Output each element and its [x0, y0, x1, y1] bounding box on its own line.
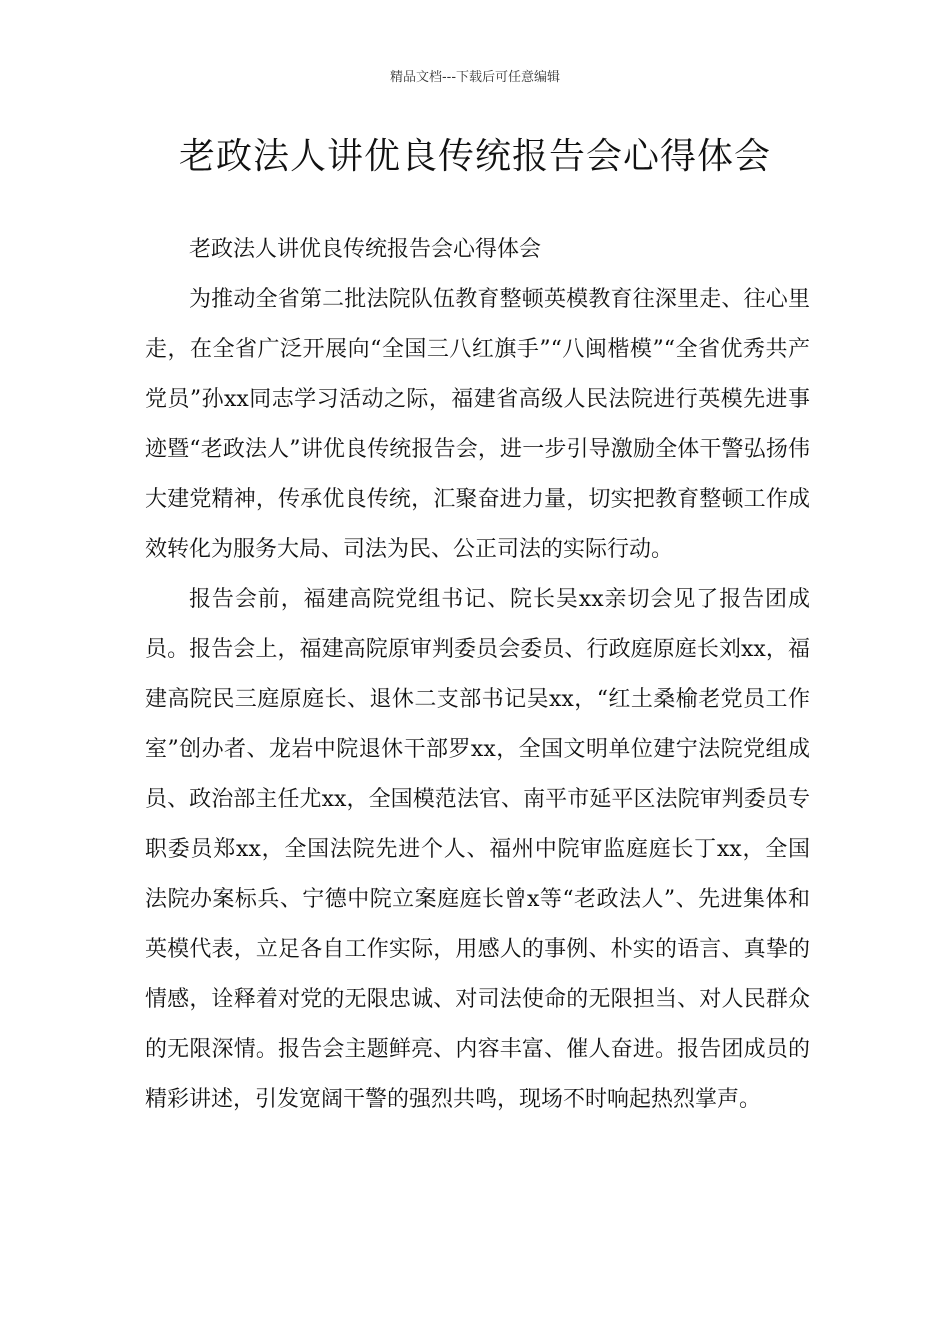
paragraph-1: 为推动全省第二批法院队伍教育整顿英模教育往深里走、往心里走，在全省广泛开展向“全国三八红旗手”“八闽楷模”“全省优秀共产党员”孙xx同志学习活动之际，福建省高级人民法院进行英模先进事迹暨“老政法人”讲优良传统报告会，进一步引导激励全体干警弘扬伟大建党精神，传承优良传统，汇聚奋进力量，切实把教育整顿工作成效转化为服务大局、司法为民、公正司法的实际行动。: [145, 287, 810, 562]
paragraph-2: 报告会前，福建高院党组书记、院长吴xx亲切会见了报告团成员。报告会上，福建高院原审判委员会委员、行政庭原庭长刘xx，福建高院民三庭原庭长、退休二支部书记吴xx，“红土桑榆老党员工作室”创办者、龙岩中院退休干部罗xx，全国文明单位建宁法院党组成员、政治部主任尤xx，全国模范法官、南平市延平区法院审判委员专职委员郑xx，全国法院先进个人、福州中院审监庭庭长丁xx，全国法院办案标兵、宁德中院立案庭庭长曾x等“老政法人”、先进集体和英模代表，立足各自工作实际，用感人的事例、朴实的语言、真挚的情感，诠释着对党的无限忠诚、对司法使命的无限担当、对人民群众的无限深情。报告会主题鲜亮、内容丰富、催人奋进。报告团成员的精彩讲述，引发宽阔干警的强烈共鸣，现场不时响起热烈掌声。: [145, 587, 810, 1112]
document-subtitle: 老政法人讲优良传统报告会心得体会: [189, 237, 542, 262]
document-body: [145, 225, 810, 1125]
header-note: 精品文档---下载后可任意编辑: [389, 70, 561, 85]
document-title: 老政法人讲优良传统报告会心得体会: [178, 136, 771, 177]
